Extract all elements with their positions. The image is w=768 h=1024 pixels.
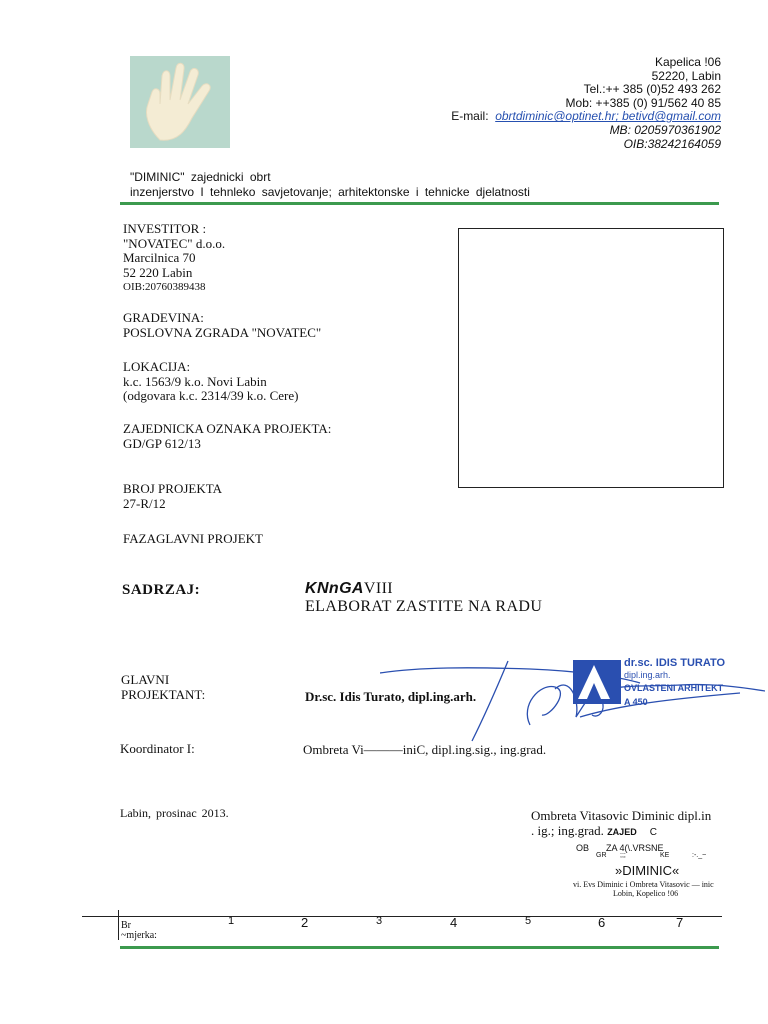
- ruler-mark-2: 2: [301, 915, 309, 930]
- investitor-city: 52 220 Labin: [123, 264, 193, 280]
- oib-number: OIB:38242164059: [623, 136, 721, 151]
- stamp-architect-number: A 450: [624, 697, 648, 707]
- stamp-zajed: ZAJED: [607, 827, 637, 837]
- email-link[interactable]: obrtdiminic@optinet.hr; betivd@gmail.com: [495, 109, 721, 124]
- sadrzaj-line1: [305, 580, 542, 598]
- ruler-line: [82, 916, 722, 917]
- stamp-gr: GR: [596, 852, 607, 859]
- mobile-number: Mob: ++385 (0) 91/562 40 85: [565, 95, 721, 110]
- ruler-label: [121, 921, 157, 941]
- company-name: "DIMINIC" zajednicki obrt: [130, 170, 271, 184]
- sadrzaj-book: KNnGA: [305, 580, 364, 597]
- broj-block: [123, 482, 222, 511]
- investitor-block: [123, 222, 225, 295]
- glavni-label1: GLAVNI: [121, 672, 170, 687]
- sadrzaj-line2: ELABORAT ZASTITE NA RADU: [305, 598, 543, 615]
- gradevina-value: POSLOVNA ZGRADA "NOVATEC": [123, 324, 322, 340]
- koordinator-label: Koordinator I:: [120, 741, 195, 756]
- stamp-tilde: :-._~: [692, 852, 707, 859]
- signer-line2: . ig.; ing.grad.: [531, 823, 604, 838]
- stamp-diminic: »DIMINIC«: [615, 863, 680, 878]
- sadrzaj-book-number: VIII: [363, 580, 394, 597]
- stamp-ob: OB: [576, 843, 590, 853]
- mb-number: MB: 0205970361902: [609, 122, 721, 137]
- stamp-architect-role: OVLASTENI ARHITEKT: [624, 683, 724, 693]
- oznaka-value: GD/GP 612/13: [123, 435, 201, 451]
- footer-divider: [120, 946, 719, 949]
- lokacija-block: [123, 360, 298, 404]
- address-city: 52220, Labin: [651, 68, 721, 83]
- broj-value: 27-R/12: [123, 495, 166, 511]
- company-activity: inzenjerstvo I tehnleko savjetovanje; arhitektonske i tehnicke djelatnosti: [130, 184, 530, 199]
- address-street: Kapelica !06: [654, 55, 721, 69]
- ruler-mark-7: 7: [676, 915, 684, 930]
- sadrzaj-value: [305, 580, 542, 616]
- broj-label: BROJ PROJEKTA: [123, 481, 223, 496]
- email-label: E-mail:: [451, 109, 489, 124]
- stamp-box: [458, 228, 724, 488]
- koordinator-value: Ombreta Vi———iniC, dipl.ing.sig., ing.grad.: [303, 742, 547, 757]
- hand-icon: [130, 56, 230, 148]
- ruler-mark-1: 1: [228, 915, 235, 927]
- stamp-ke: KE: [660, 852, 670, 859]
- signer-block: [531, 808, 711, 840]
- investitor-oib: OIB:20760389438: [123, 281, 206, 293]
- stamp-address: Lobin, Kopelico !06: [613, 889, 679, 898]
- place-date: Labin, prosinac 2013.: [120, 806, 229, 820]
- investitor-name: "NOVATEC" d.o.o.: [123, 235, 226, 251]
- oznaka-block: [123, 422, 331, 451]
- stamp-architect-name: dr.sc. IDIS TURATO: [624, 657, 726, 669]
- glavni-label2: PROJEKTANT:: [121, 687, 206, 702]
- lokacija-line1: k.c. 1563/9 k.o. Novi Labin: [123, 373, 267, 389]
- ruler-tick: [118, 910, 119, 940]
- ruler-mark-6: 6: [598, 915, 606, 930]
- company-logo: [130, 56, 230, 148]
- company-info: [130, 170, 530, 199]
- glavni-projektant-name: Dr.sc. Idis Turato, dipl.ing.arh.: [305, 689, 477, 704]
- contact-block: [451, 56, 721, 151]
- gradevina-block: [123, 311, 321, 340]
- stamp-emblem-icon: [572, 659, 622, 705]
- phone-number: Tel.:++ 385 (0)52 493 262: [583, 82, 721, 97]
- email-line: [451, 110, 721, 124]
- header-divider: [120, 202, 719, 205]
- stamp-c: C: [649, 827, 657, 838]
- stamp-dots: ;;;: [620, 852, 626, 859]
- ruler-mark-3: 3: [376, 915, 383, 927]
- stamp-owners: vi. Evs Diminic i Ombreta Vitasovic — inic: [573, 880, 714, 889]
- ruler-mark-4: 4: [450, 915, 458, 930]
- stamp-za: ZA 4(\.VRSNE: [606, 843, 664, 853]
- stamp-architect-title: dipl.ing.arh.: [624, 670, 671, 680]
- investitor-street: Marcilnica 70: [123, 250, 196, 265]
- ruler-label-br: Br: [121, 920, 131, 931]
- gradevina-label: GRADEVINA:: [123, 310, 204, 325]
- ruler-mark-5: 5: [525, 915, 532, 927]
- lokacija-label: LOKACIJA:: [123, 359, 191, 374]
- architect-stamp: [572, 657, 762, 713]
- investitor-label: INVESTITOR :: [123, 221, 207, 236]
- sadrzaj-label: SADRZAJ:: [122, 582, 201, 598]
- oznaka-label: ZAJEDNICKA OZNAKA PROJEKTA:: [123, 421, 332, 436]
- lokacija-line2: (odgovara k.c. 2314/39 k.o. Cere): [123, 388, 299, 403]
- glavni-label-block: [121, 672, 205, 702]
- signer-line2-row: [531, 823, 711, 840]
- ruler-label-mjerka: ~mjerka:: [121, 930, 157, 941]
- signer-line1: Ombreta Vitasovic Diminic dipl.in: [531, 808, 712, 823]
- faza-text: FAZAGLAVNI PROJEKT: [123, 531, 263, 546]
